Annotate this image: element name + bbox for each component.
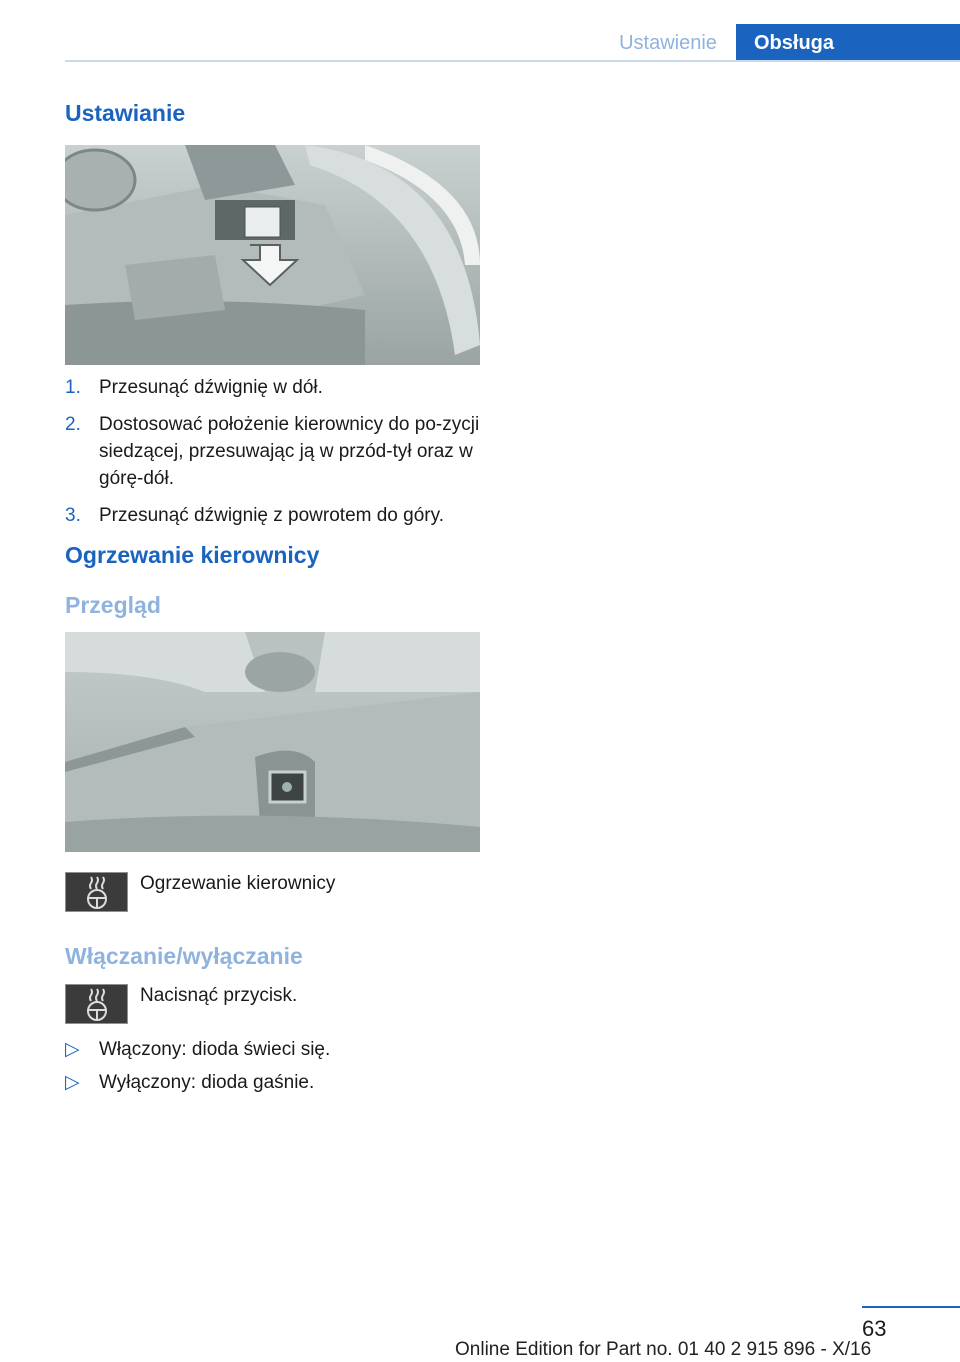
- adjust-steps: [65, 374, 480, 539]
- onoff-instruction: Nacisnąć przycisk.: [140, 985, 298, 1006]
- list-item: [65, 1069, 480, 1096]
- step-text: Przesunąć dźwignię w dół.: [99, 377, 323, 398]
- heated-steering-wheel-icon: [65, 872, 128, 912]
- list-item: [65, 374, 480, 401]
- edition-note: Online Edition for Part no. 01 40 2 915 896 - X/16: [455, 1339, 872, 1360]
- subsection-title-overview: Przegląd: [65, 592, 161, 618]
- step-text: Dostosować położenie kierownicy do po‐zycji siedzącej, przesuwając ją w przód-tył oraz w górę-dół.: [99, 414, 480, 489]
- step-text: Przesunąć dźwignię z powrotem do góry.: [99, 505, 444, 526]
- list-item: [65, 411, 480, 492]
- section-title-heating: Ogrzewanie kierownicy: [65, 542, 320, 568]
- page-number: 63: [862, 1316, 887, 1341]
- section-title-adjust: Ustawianie: [65, 100, 186, 126]
- heating-icon-label: Ogrzewanie kierownicy: [140, 873, 336, 894]
- triangle-bullet-icon: ▷: [65, 1039, 80, 1060]
- subsection-title-onoff: Włączanie/wyłączanie: [65, 943, 303, 969]
- steering-lever-photo: [65, 145, 480, 365]
- list-item: [65, 1036, 480, 1063]
- status-list: [65, 1036, 480, 1102]
- step-number: 1.: [65, 377, 81, 398]
- list-item: [65, 502, 480, 529]
- header-rule: [65, 60, 960, 62]
- step-number: 2.: [65, 414, 81, 435]
- header-section: Ustawienie: [619, 32, 717, 54]
- status-text: Włączony: dioda świeci się.: [99, 1039, 331, 1060]
- step-number: 3.: [65, 505, 81, 526]
- status-text: Wyłączony: dioda gaśnie.: [99, 1072, 315, 1093]
- heated-steering-wheel-icon: [65, 984, 128, 1024]
- footer-rule: [862, 1306, 960, 1308]
- header-tab: Obsługa: [736, 24, 960, 62]
- triangle-bullet-icon: ▷: [65, 1072, 80, 1093]
- heating-button-photo: [65, 632, 480, 852]
